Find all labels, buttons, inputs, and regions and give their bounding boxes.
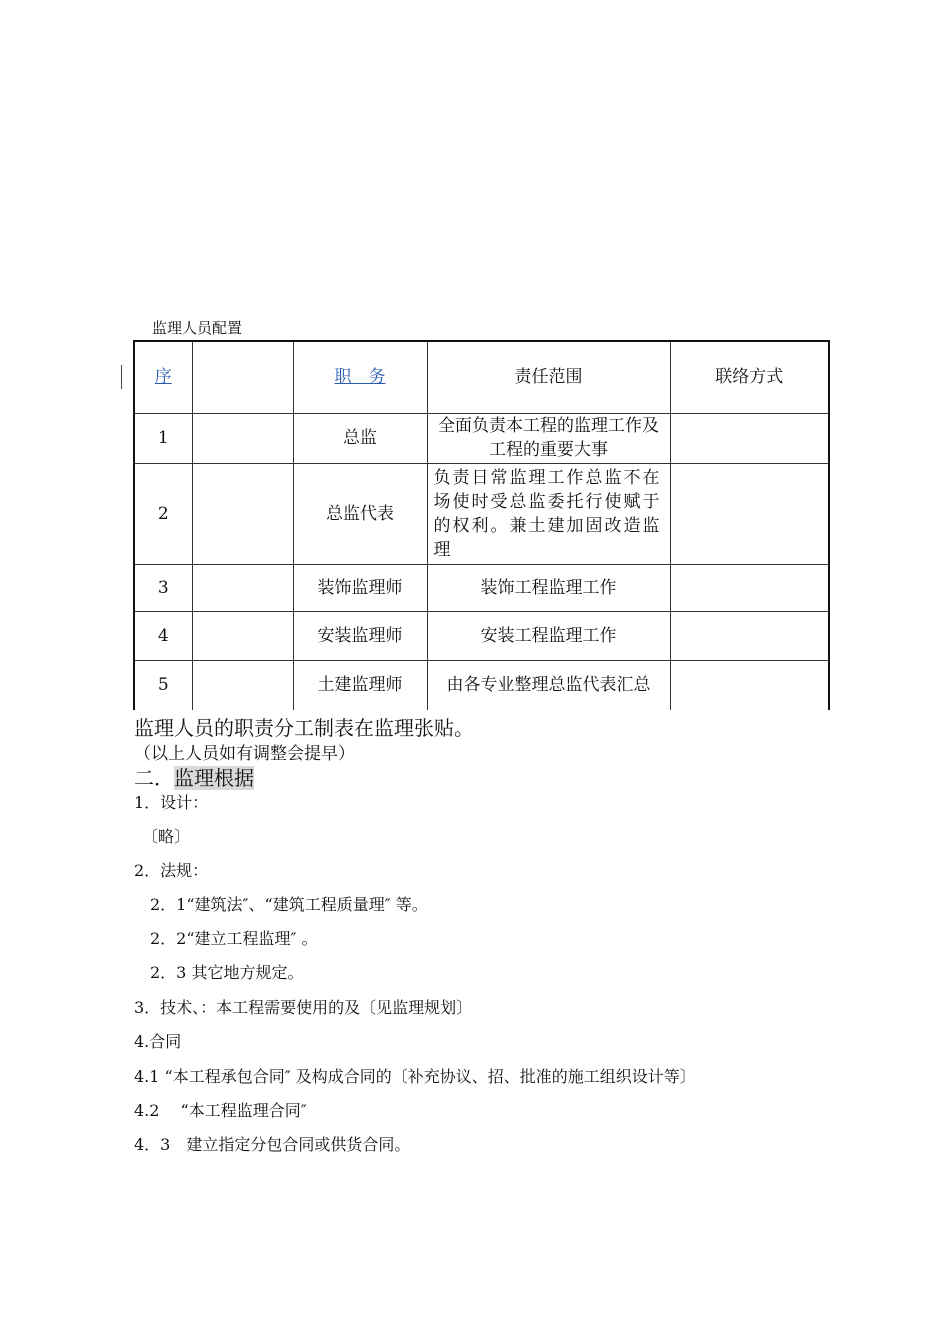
- row-name: [192, 611, 293, 660]
- list-item: 4.合同: [134, 1032, 182, 1051]
- list-item: 4．3 建立指定分包合同或供货合同。: [134, 1135, 411, 1154]
- row-scope: 装饰工程监理工作: [427, 564, 670, 611]
- table-row: [134, 611, 829, 660]
- header-role[interactable]: [293, 341, 427, 413]
- section-heading-number: 二．: [134, 766, 174, 790]
- table-caption: 监理人员配置: [152, 319, 243, 337]
- row-role: 土建监理师: [293, 660, 427, 710]
- list-item: 4.2 “本工程监理合同″: [134, 1101, 307, 1120]
- posting-note: 监理人员的职责分工制表在监理张贴。: [134, 716, 474, 740]
- row-no: 1: [134, 413, 192, 463]
- section-heading: [134, 762, 254, 791]
- list-item: 〔略〕: [134, 827, 191, 846]
- row-role: 总监代表: [293, 463, 427, 564]
- row-contact: [670, 564, 829, 611]
- table-row: [134, 463, 829, 564]
- row-contact: [670, 611, 829, 660]
- header-no[interactable]: [134, 341, 192, 413]
- header-role-link[interactable]: 职 务: [334, 367, 386, 388]
- row-scope: 全面负责本工程的监理工作及工程的重要大事: [427, 413, 670, 463]
- section-heading-text: 监理根据: [174, 766, 254, 790]
- row-name: [192, 660, 293, 710]
- row-scope: 负责日常监理工作总监不在场使时受总监委托行使赋于的权利。兼土建加固改造监理: [427, 463, 670, 564]
- text-cursor-mark: [121, 365, 122, 389]
- table-row: [134, 660, 829, 710]
- row-name: [192, 564, 293, 611]
- table-row: [134, 413, 829, 463]
- list-item: 2．2“建立工程监理″ 。: [134, 929, 318, 948]
- table-header-row: [134, 341, 829, 413]
- header-no-link[interactable]: 序: [154, 367, 172, 388]
- row-no: 5: [134, 660, 192, 710]
- row-role: 安装监理师: [293, 611, 427, 660]
- list-item: 2．1“建筑法″、“建筑工程质量理″ 等。: [134, 895, 428, 914]
- row-contact: [670, 660, 829, 710]
- header-scope: 责任范围: [427, 341, 670, 413]
- row-no: 4: [134, 611, 192, 660]
- row-role: 装饰监理师: [293, 564, 427, 611]
- row-name: [192, 463, 293, 564]
- row-scope: 安装工程监理工作: [427, 611, 670, 660]
- row-no: 2: [134, 463, 192, 564]
- row-role: 总监: [293, 413, 427, 463]
- staff-table: [133, 340, 830, 710]
- list-item: 2．法规：: [134, 861, 209, 880]
- header-contact: 联络方式: [670, 341, 829, 413]
- row-contact: [670, 463, 829, 564]
- row-scope: 由各专业整理总监代表汇总: [427, 660, 670, 710]
- table-row: [134, 564, 829, 611]
- list-item: 4.1 “本工程承包合同″ 及构成合同的〔补充协议、招、批准的施工组织设计等〕: [134, 1067, 696, 1086]
- row-no: 3: [134, 564, 192, 611]
- row-name: [192, 413, 293, 463]
- list-item: 2．3 其它地方规定。: [134, 963, 304, 982]
- list-item: 1．设计：: [134, 793, 209, 812]
- list-item: 3．技术、：本工程需要使用的及〔见监理规划〕: [134, 998, 473, 1017]
- adjustment-note: （以上人员如有调整会提早）: [134, 744, 355, 764]
- row-contact: [670, 413, 829, 463]
- header-name: [192, 341, 293, 413]
